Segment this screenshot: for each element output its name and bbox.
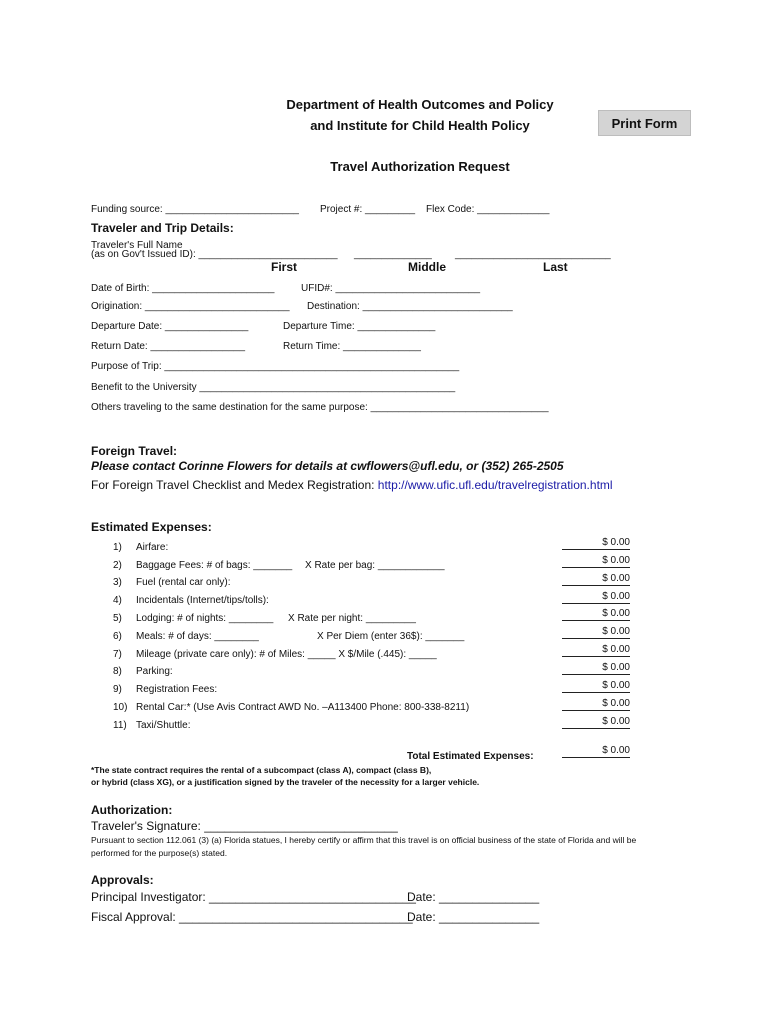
departure-date-field[interactable]: Departure Date: _______________	[91, 321, 249, 332]
expense-item-number: 8)	[113, 666, 122, 677]
expense-item-extra[interactable]: X Per Diem (enter 36$): _______	[317, 631, 465, 642]
foreign-travel-title: Foreign Travel:	[91, 444, 178, 458]
foreign-checklist-line	[91, 478, 613, 492]
flex-code-field[interactable]: Flex Code: _____________	[426, 204, 550, 215]
trip-section-title: Traveler and Trip Details:	[91, 221, 234, 235]
certification-statement-line2: performed for the purpose(s) stated.	[91, 848, 228, 858]
project-number-field[interactable]: Project #: _________	[320, 204, 416, 215]
ufid-field[interactable]: UFID#: __________________________	[301, 283, 481, 294]
expense-item-label: Incidentals (Internet/tips/tolls):	[136, 595, 269, 606]
departure-time-field[interactable]: Departure Time: ______________	[283, 321, 436, 332]
expense-item-label: Baggage Fees: # of bags: _______	[136, 560, 293, 571]
pi-date-field[interactable]: Date: _______________	[407, 890, 540, 904]
fullname-last-field[interactable]: ____________________________	[455, 249, 611, 260]
rental-note-line2: or hybrid (class XG), or a justification signed by the traveler of the necessity for a larger vehicle.	[91, 777, 480, 787]
expense-amount-field[interactable]: $ 0.00	[562, 716, 630, 729]
purpose-field[interactable]: Purpose of Trip: _____________________________________________________	[91, 361, 460, 372]
expense-item-number: 11)	[113, 720, 127, 731]
return-time-field[interactable]: Return Time: ______________	[283, 341, 421, 352]
expense-amount-field[interactable]: $ 0.00	[562, 555, 630, 568]
expense-item-number: 4)	[113, 595, 122, 606]
institute-title: and Institute for Child Health Policy	[310, 118, 530, 133]
expense-item-label: Airfare:	[136, 542, 169, 553]
checklist-label: For Foreign Travel Checklist and Medex Registration:	[91, 478, 378, 492]
expense-item-label: Parking:	[136, 666, 173, 677]
others-traveling-field[interactable]: Others traveling to the same destination for the same purpose: ________________________________	[91, 402, 549, 413]
total-expenses-amount[interactable]: $ 0.00	[562, 745, 630, 758]
expense-item-number: 6)	[113, 631, 122, 642]
expense-item-extra[interactable]: X Rate per bag: ____________	[305, 560, 445, 571]
expense-item-number: 5)	[113, 613, 122, 624]
return-date-field[interactable]: Return Date: _________________	[91, 341, 246, 352]
middle-column-label: Middle	[408, 260, 446, 274]
expense-amount-field[interactable]: $ 0.00	[562, 680, 630, 693]
expense-item-number: 1)	[113, 542, 122, 553]
fiscal-approval-field[interactable]: Fiscal Approval: ___________________________________	[91, 910, 413, 924]
expense-amount-field[interactable]: $ 0.00	[562, 626, 630, 639]
fullname-first-field[interactable]: (as on Gov't Issued ID): _________________________	[91, 249, 338, 260]
expense-item-label: Mileage (private care only): # of Miles: _____ X $/Mile (.445): _____	[136, 649, 437, 660]
expense-item-number: 2)	[113, 560, 122, 571]
expense-item-number: 9)	[113, 684, 122, 695]
expense-item-label: Lodging: # of nights: ________	[136, 613, 274, 624]
certification-statement-line1: Pursuant to section 112.061 (3) (a) Florida statues, I hereby certify or affirm that this travel is on official business of the state of Florida and will be	[91, 835, 637, 845]
expense-amount-field[interactable]: $ 0.00	[562, 608, 630, 621]
form-title: Travel Authorization Request	[330, 159, 510, 174]
approvals-title: Approvals:	[91, 873, 154, 887]
expense-item-label: Registration Fees:	[136, 684, 218, 695]
expense-amount-field[interactable]: $ 0.00	[562, 591, 630, 604]
print-form-button[interactable]: Print Form	[598, 110, 691, 136]
first-column-label: First	[271, 260, 298, 274]
department-title: Department of Health Outcomes and Policy	[286, 97, 554, 112]
traveler-signature-field[interactable]: Traveler's Signature: _____________________________	[91, 819, 398, 833]
expense-item-extra[interactable]: X Rate per night: _________	[288, 613, 416, 624]
dob-field[interactable]: Date of Birth: ______________________	[91, 283, 275, 294]
expense-amount-field[interactable]: $ 0.00	[562, 573, 630, 586]
expenses-title: Estimated Expenses:	[91, 520, 212, 534]
destination-field[interactable]: Destination: ___________________________	[307, 301, 513, 312]
expense-item-number: 7)	[113, 649, 122, 660]
expense-item-label: Fuel (rental car only):	[136, 577, 231, 588]
expense-item-label: Meals: # of days: ________	[136, 631, 259, 642]
fullname-middle-field[interactable]: ______________	[354, 249, 432, 260]
total-expenses-label: Total Estimated Expenses:	[407, 751, 534, 762]
expense-amount-field[interactable]: $ 0.00	[562, 537, 630, 550]
fullname-label: Traveler's Full Name	[91, 240, 183, 251]
funding-source-field[interactable]: Funding source: ________________________	[91, 204, 299, 215]
expense-item-label: Rental Car:* (Use Avis Contract AWD No. –A113400 Phone: 800-338-8211)	[136, 702, 470, 713]
last-column-label: Last	[543, 260, 568, 274]
expense-amount-field[interactable]: $ 0.00	[562, 644, 630, 657]
expense-item-label: Taxi/Shuttle:	[136, 720, 191, 731]
expense-item-number: 10)	[113, 702, 128, 713]
principal-investigator-field[interactable]: Principal Investigator: _______________________________	[91, 890, 416, 904]
expense-amount-field[interactable]: $ 0.00	[562, 698, 630, 711]
foreign-contact-text: Please contact Corinne Flowers for details at cwflowers@ufl.edu, or (352) 265-2505	[91, 459, 564, 473]
expense-item-number: 3)	[113, 577, 122, 588]
expense-amount-field[interactable]: $ 0.00	[562, 662, 630, 675]
rental-note-line1: *The state contract requires the rental of a subcompact (class A), compact (class B),	[91, 765, 432, 775]
origination-field[interactable]: Origination: __________________________	[91, 301, 290, 312]
authorization-title: Authorization:	[91, 803, 173, 817]
fiscal-date-field[interactable]: Date: _______________	[407, 910, 540, 924]
travel-registration-link[interactable]: http://www.ufic.ufl.edu/travelregistration.html	[377, 478, 613, 492]
benefit-field[interactable]: Benefit to the University ______________________________________________	[91, 382, 456, 393]
